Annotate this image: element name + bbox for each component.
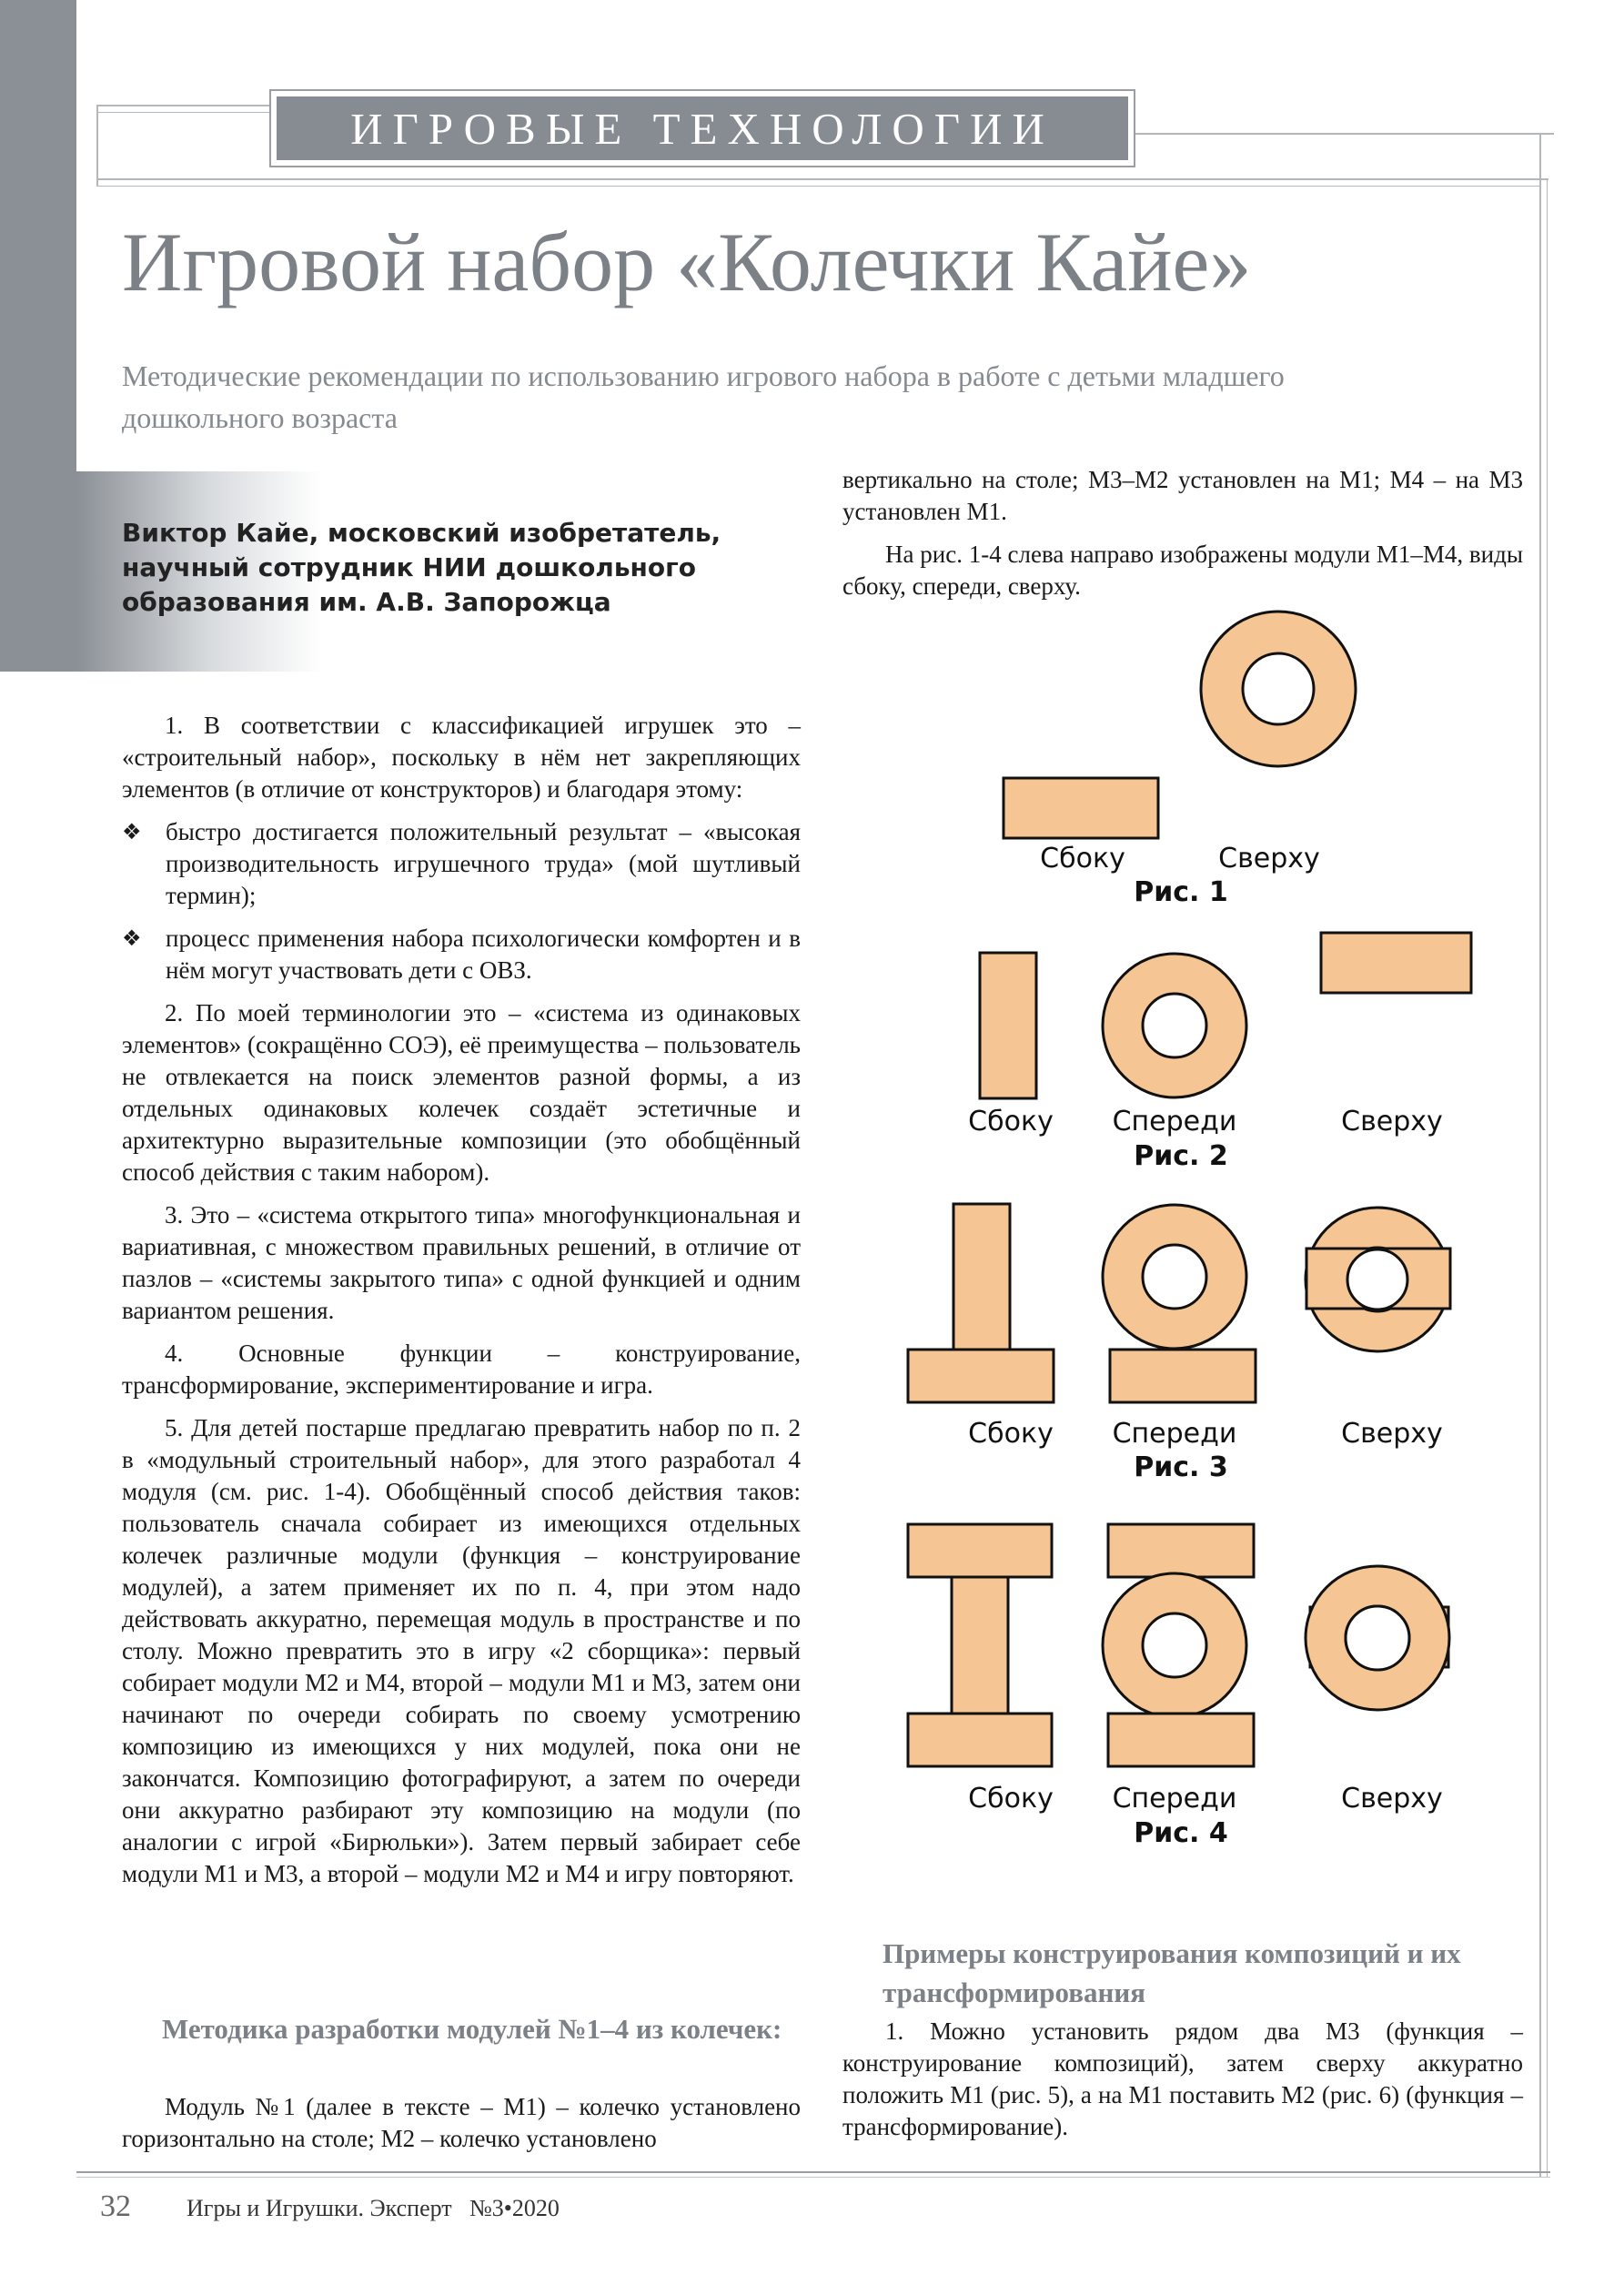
fig4-top-hole xyxy=(1346,1606,1409,1670)
fig2-top-view xyxy=(1321,933,1471,993)
fig3-front-ring xyxy=(1123,1225,1226,1329)
ring-outline xyxy=(1243,653,1314,724)
fig4-caption: Рис. 4 xyxy=(1134,1817,1228,1849)
paragraph: вертикально на столе; М3–М2 установлен на М1; М4 – на М3 установлен М1. xyxy=(842,466,1523,525)
right-column-tail xyxy=(842,2016,1523,2154)
journal-name: Игры и Игрушки. Эксперт xyxy=(187,2195,452,2221)
paragraph: 4. Основные функции – конструирование, трансформирование, экспериментирование и игра. xyxy=(122,1340,801,1399)
paragraph: 5. Для детей постарше предлагаю превратить набор по п. 2 в «модульный строительный набор», для этого разработал 4 модуля (см. рис. 1-4). Обобщённый способ действия таков: пользователь сначала собирает из имеющихся отдельных колечек различные модули (функция – конструирование модулей), а затем применяет их по п. 4, при этом надо действовать аккуратно, перемещая модуль в пространстве и по столу. Можно превратить это в игру «2 сборщика»: первый собирает модули М2 и М4, второй – модули М1 и М3, затем они начинают по очереди собирать по своему усмотрению композицию из имеющихся у них модулей, пока они не закончатся. Композицию фотографируют, а затем по очереди они аккуратно разбирают эту композицию на модули (по аналогии с игрой «Бирюльки»). Затем первый забирает себе модули М1 и М3, а второй – модули М2 и М4 и игру повторяют. xyxy=(122,1414,801,1887)
fig4-side-base xyxy=(908,1714,1052,1766)
frame-line-right-inner xyxy=(1547,178,1548,2177)
author-line: научный сотрудник НИИ дошкольного xyxy=(122,552,696,582)
fig1-top-ring xyxy=(1222,632,1335,745)
article-subtitle: Методические рекомендации по использованию игрового набора в работе с детьми младшего дошкольного возраста xyxy=(122,359,1285,434)
fig2-front-ring xyxy=(1123,974,1226,1077)
left-column-tail xyxy=(122,2091,801,2166)
frame-line-top-left xyxy=(96,105,269,106)
frame-line-left-vertical xyxy=(96,105,98,187)
figure-3-drawings xyxy=(908,1204,1450,1402)
bullet-text: процесс применения набора психологически комфортен и в нём могут участвовать дети с ОВЗ. xyxy=(166,925,801,984)
fig4-front-ring xyxy=(1123,1593,1226,1697)
issue-number: №3•2020 xyxy=(469,2195,560,2221)
fig2-side-view xyxy=(980,953,1036,1098)
fig1-label-top: Сверху xyxy=(1218,843,1320,875)
author-info xyxy=(122,516,741,620)
fig4-side-vertical xyxy=(952,1577,1008,1714)
frame-line-title-top-inner xyxy=(96,186,1539,187)
fig1-label-side: Сбоку xyxy=(1040,843,1125,875)
bullet-item xyxy=(122,816,801,912)
footer-rule-inner xyxy=(76,2177,1550,2178)
fig2-label-side: Сбоку xyxy=(968,1106,1054,1138)
footer-rule xyxy=(76,2171,1550,2173)
fig3-top-hole xyxy=(1347,1249,1407,1309)
bullet-item xyxy=(122,923,801,986)
fig4-front-top-bar xyxy=(1108,1524,1254,1577)
frame-line-title-top xyxy=(96,178,1548,180)
module-figures xyxy=(873,601,1510,1875)
fig3-label-side: Сбоку xyxy=(968,1418,1054,1450)
fig4-side-top-bar xyxy=(908,1524,1052,1577)
fig1-side-view xyxy=(1004,778,1158,838)
figure-4-drawings xyxy=(908,1524,1449,1766)
fig3-front-base xyxy=(1110,1350,1256,1402)
author-line: Виктор Кайе, московский изобретатель, xyxy=(122,518,721,548)
fig4-label-top: Сверху xyxy=(1341,1783,1443,1815)
section-title: ИГРОВЫЕ ТЕХНОЛОГИИ xyxy=(350,103,1054,154)
section-subheading: Примеры конструирования композиций и их трансформирования xyxy=(883,1937,1461,2008)
fig2-label-top: Сверху xyxy=(1341,1106,1443,1138)
left-decor-bar xyxy=(0,0,76,672)
fig2-label-front: Спереди xyxy=(1112,1106,1237,1138)
fig4-front-base xyxy=(1108,1714,1254,1766)
ring-outline xyxy=(1143,994,1206,1057)
left-column xyxy=(122,710,801,1901)
frame-line-right-outer xyxy=(1539,133,1541,2177)
author-line: образования им. А.В. Запорожца xyxy=(122,587,611,617)
fig3-label-top: Сверху xyxy=(1341,1418,1443,1450)
section-subheading: Методика разработки модулей №1–4 из колечек: xyxy=(162,2013,782,2045)
bullet-marker-icon: ❖ xyxy=(122,925,142,951)
paragraph: 1. Можно установить рядом два М3 (функция – конструирование композиций), затем сверху аккуратно положить М1 (рис. 5), а на М1 поставить М2 (рис. 6) (функция – трансформирование). xyxy=(842,2017,1523,2140)
paragraph: 2. По моей терминологии это – «система из одинаковых элементов» (сокращённо СОЭ), её преимущества – пользователь не отвлекается на поиск элементов разной формы, а из отдельных одинаковых колечек создаёт эстетичные и архитектурно выразительные композиции (это обобщённый способ действия с таким набором). xyxy=(122,999,801,1186)
ring-outline xyxy=(1143,1245,1206,1309)
frame-line-top-right xyxy=(1135,133,1554,135)
fig3-side-vertical xyxy=(953,1204,1010,1350)
ring-outline xyxy=(1143,1613,1206,1677)
paragraph: Модуль №1 (далее в тексте – М1) – колечко установлено горизонтально на столе; М2 – колечко установлено xyxy=(122,2093,801,2152)
article-title: Игровой набор «Колечки Кайе» xyxy=(122,216,1252,308)
fig1-caption: Рис. 1 xyxy=(1134,876,1228,908)
right-column xyxy=(842,464,1523,613)
fig3-caption: Рис. 3 xyxy=(1134,1451,1228,1483)
page-number: 32 xyxy=(100,2189,131,2223)
bullet-marker-icon: ❖ xyxy=(122,819,142,844)
fig3-label-front: Спереди xyxy=(1112,1418,1237,1450)
fig2-caption: Рис. 2 xyxy=(1134,1140,1228,1172)
fig4-label-front: Спереди xyxy=(1112,1783,1237,1815)
frame-line-top-left-inner xyxy=(96,112,269,113)
figure-1-drawings xyxy=(1004,612,1356,838)
figure-2-drawings xyxy=(980,933,1471,1098)
fig3-side-base xyxy=(908,1350,1054,1402)
paragraph: 1. В соответствии с классификацией игрушек это – «строительный набор», поскольку в нём нет закрепляющих элементов (в отличие от конструкторов) и благодаря этому: xyxy=(122,712,801,803)
bullet-text: быстро достигается положительный результат – «высокая производительность игрушечного труда» (мой шутливый термин); xyxy=(166,818,801,909)
fig4-label-side: Сбоку xyxy=(968,1783,1054,1815)
paragraph: На рис. 1-4 слева направо изображены модули М1–М4, виды сбоку, спереди, сверху. xyxy=(842,541,1523,600)
paragraph: 3. Это – «система открытого типа» многофункциональная и вариативная, с множеством правильных решений, в отличие от пазлов – «системы закрытого типа» с одной функцией и одним вариантом решения. xyxy=(122,1201,801,1324)
